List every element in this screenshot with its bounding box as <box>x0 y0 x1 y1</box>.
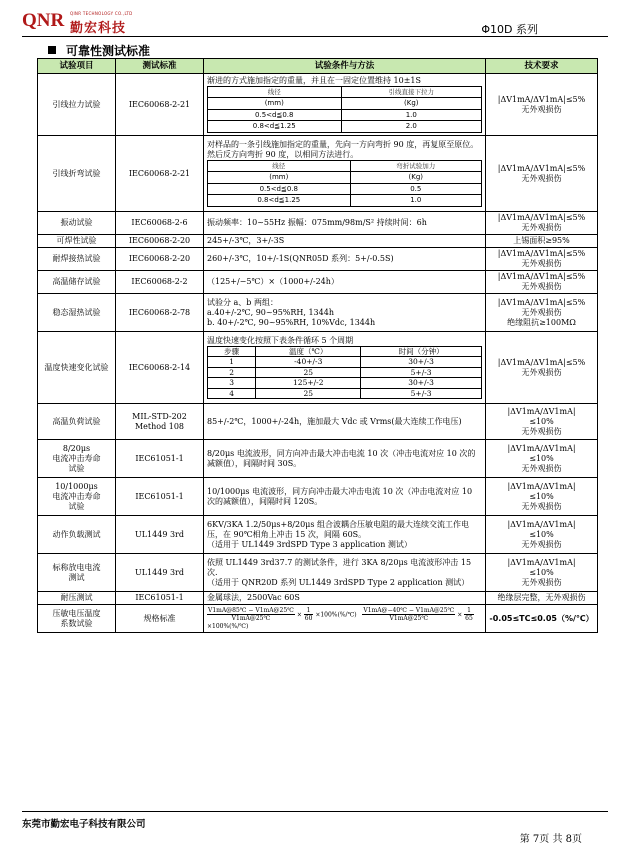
method-cell: 对样品的一条引线施加指定的重量，先向一方向弯折 90 度，再复原至原位。然后反方向弯折 90 度，以相同方法进行。 线径 弯折试验加力 (mm) (Kg) 0.5<d≦0.8 0.5 0.8<d≦1.25 1.0 <box>204 136 486 212</box>
method-cell: 依照 UL1449 3rd37.7 的测试条件，进行 3KA 8/20μs 电流波形冲击 15 次. （适用于 QNR20D 系列 UL1449 3rdSPD Type 2 application 测试） <box>204 554 486 592</box>
item-cell: 压敏电压温度 系数试验 <box>38 605 116 633</box>
requirement-cell: |ΔV1mA/ΔV1mA| ≤10% 无外观损伤 <box>486 478 598 516</box>
bullet-square-icon <box>48 46 56 54</box>
method-cell: （125+/−5℃）×（1000+/-24h） <box>204 271 486 294</box>
step-row: 4 25 5+/-3 <box>208 388 482 398</box>
standard-cell: IEC61051-1 <box>116 440 204 478</box>
method-cell: 245+/-3℃，3+/-3S <box>204 235 486 248</box>
step-row: 2 25 5+/-3 <box>208 367 482 377</box>
page-number: 第 7页 共 8页 <box>519 834 582 845</box>
table-row <box>38 136 598 212</box>
standard-cell: IEC60068-2-21 <box>116 136 204 212</box>
requirement-cell: |ΔV1mA/ΔV1mA|≤5% 无外观损伤 <box>486 271 598 294</box>
standard-cell: IEC60068-2-20 <box>116 248 204 271</box>
item-cell: 稳态湿热试验 <box>38 294 116 332</box>
table-row <box>38 592 598 605</box>
item-cell: 可焊性试验 <box>38 235 116 248</box>
standard-cell: UL1449 3rd <box>116 554 204 592</box>
formula-fraction: $\frac{V1mA@85℃ - V1mA@25℃}{V1mA@25℃}$ <box>208 606 294 623</box>
requirement-cell: |ΔV1mA/ΔV1mA|≤5% 无外观损伤 <box>486 136 598 212</box>
requirement-cell: -0.05≤TC≤0.05（%/℃） <box>486 605 598 633</box>
standard-cell: IEC60068-2-6 <box>116 212 204 235</box>
step-row: 1 -40+/-3 30+/-3 <box>208 357 482 367</box>
footer-divider <box>22 811 608 812</box>
table-row <box>38 478 598 516</box>
standard-cell: IEC61051-1 <box>116 592 204 605</box>
table-row <box>38 74 598 136</box>
method-cell: 试验分 a、b 两组： a.40+/-2℃, 90~95%RH, 1344h b. 40+/-2℃, 90~95%RH, 10%Vdc, 1344h <box>204 294 486 332</box>
force-subtable: 线径 引线直接下拉力 (mm) (Kg) 0.5<d≦0.8 1.0 0.8<d≦1.25 2.0 <box>207 86 482 133</box>
requirement-cell: |ΔV1mA/ΔV1mA|≤5% 无外观损伤 <box>486 74 598 136</box>
standard-cell: IEC60068-2-78 <box>116 294 204 332</box>
method-cell: 金属球法，2500Vac 60S <box>204 592 486 605</box>
method-cell: 6KV/3KA 1.2/50μs+8/20μs 组合波耦合压敏电阻的最大连续交流工作电压，在 90℃相角上冲击 15 次，间隔 60S。 （适用于 UL1449 3rdSPD Type 3 application 测试） <box>204 516 486 554</box>
method-cell: 8/20μs 电流波形，同方向冲击最大冲击电流 10 次（冲击电流对应 10 次的减额值），间隔时间 30S。 <box>204 440 486 478</box>
standard-cell: IEC60068-2-20 <box>116 235 204 248</box>
company-logo: QNR <box>22 10 65 31</box>
method-cell: 85+/-2℃，1000+/-24h，施加最大 Vdc 或 Vrms(最大连续工作电压) <box>204 404 486 440</box>
section-title: 可靠性测试标准 <box>48 42 150 59</box>
table-row <box>38 271 598 294</box>
table-row <box>38 248 598 271</box>
standard-cell: UL1449 3rd <box>116 516 204 554</box>
thermal-steps-table: 步骤 温度（℃） 时间（分钟） 1 -40+/-3 30+/-3 2 25 5+/-3 3 125+/-2 30+/-3 4 25 5+/-3 <box>207 346 482 399</box>
item-cell: 8/20μs 电流冲击寿命 试验 <box>38 440 116 478</box>
reliability-table <box>37 58 598 633</box>
table-row <box>38 554 598 592</box>
item-cell: 动作负载测试 <box>38 516 116 554</box>
table-row <box>38 605 598 633</box>
requirement-cell: |ΔV1mA/ΔV1mA| ≤10% 无外观损伤 <box>486 554 598 592</box>
standard-cell: IEC60068-2-21 <box>116 74 204 136</box>
table-header-row <box>38 59 598 74</box>
formula-cell: $\frac{V1mA@85℃ - V1mA@25℃}{V1mA@25℃}$ × $\frac{1}{60}$ ×100%(%/℃) $\frac{V1mA@-40℃ - V1mA@25℃}{V1mA@25℃}$ × $\frac{1}{65}$ ×100%(%/℃) <box>204 605 486 633</box>
formula-fraction: $\frac{V1mA@-40℃ - V1mA@25℃}{V1mA@25℃}$ <box>363 606 455 623</box>
item-cell: 耐焊接热试验 <box>38 248 116 271</box>
table-row <box>38 332 598 404</box>
requirement-cell: |ΔV1mA/ΔV1mA|≤5% 无外观损伤 <box>486 248 598 271</box>
method-cell: 振动频率：10~55Hz 振幅：075mm/98m/S² 持续时间：6h <box>204 212 486 235</box>
table-row <box>38 212 598 235</box>
standard-cell: MIL-STD-202 Method 108 <box>116 404 204 440</box>
requirement-cell: 上锡面积≥95% <box>486 235 598 248</box>
page-header <box>22 8 608 36</box>
table-row <box>38 516 598 554</box>
col-header-requirement: 技术要求 <box>486 59 598 74</box>
requirement-cell: |ΔV1mA/ΔV1mA| ≤10% 无外观损伤 <box>486 516 598 554</box>
item-cell: 高温储存试验 <box>38 271 116 294</box>
table-row <box>38 440 598 478</box>
requirement-cell: |ΔV1mA/ΔV1mA|≤5% 无外观损伤 绝缘阻抗≥100MΩ <box>486 294 598 332</box>
col-header-item: 试验项目 <box>38 59 116 74</box>
item-cell: 耐压测试 <box>38 592 116 605</box>
requirement-cell: |ΔV1mA/ΔV1mA| ≤10% 无外观损伤 <box>486 440 598 478</box>
requirement-cell: |ΔV1mA/ΔV1mA| ≤10% 无外观损伤 <box>486 404 598 440</box>
step-row: 3 125+/-2 30+/-3 <box>208 378 482 388</box>
standard-cell: IEC60068-2-14 <box>116 332 204 404</box>
item-cell: 温度快速变化试验 <box>38 332 116 404</box>
logo-subtitle: QINR TECHNOLOGY CO.,LTD <box>70 11 133 16</box>
series-label: Φ10D 系列 <box>481 23 538 36</box>
item-cell: 高温负荷试验 <box>38 404 116 440</box>
requirement-cell: 绝缘层完整，无外观损伤 <box>486 592 598 605</box>
method-cell: 260+/-3℃，10+/-1S(QNR05D 系列：5+/-0.5S) <box>204 248 486 271</box>
item-cell: 振动试验 <box>38 212 116 235</box>
standard-cell: IEC60068-2-2 <box>116 271 204 294</box>
logo-chinese: 勤宏科技 <box>70 21 127 36</box>
item-cell: 标称放电电流 测试 <box>38 554 116 592</box>
method-cell: 渐进的方式施加指定的重量，并且在一固定位置维持 10±1S 线径 引线直接下拉力 (mm) (Kg) 0.5<d≦0.8 1.0 0.8<d≦1.25 2.0 <box>204 74 486 136</box>
table-row <box>38 294 598 332</box>
header-divider <box>22 36 608 37</box>
item-cell: 10/1000μs 电流冲击寿命 试验 <box>38 478 116 516</box>
method-cell: 温度快速变化按照下表条件循环 5 个周期 步骤 温度（℃） 时间（分钟） 1 -40+/-3 30+/-3 2 25 5+/-3 3 125+/-2 30+/-3 4 25 5+/-3 <box>204 332 486 404</box>
table-row <box>38 404 598 440</box>
force-subtable: 线径 弯折试验加力 (mm) (Kg) 0.5<d≦0.8 0.5 0.8<d≦1.25 1.0 <box>207 160 482 207</box>
item-cell: 引线拉力试验 <box>38 74 116 136</box>
company-name: 东莞市勤宏电子科技有限公司 <box>22 819 146 830</box>
standard-cell: IEC61051-1 <box>116 478 204 516</box>
col-header-method: 试验条件与方法 <box>204 59 486 74</box>
item-cell: 引线折弯试验 <box>38 136 116 212</box>
col-header-standard: 测试标准 <box>116 59 204 74</box>
method-cell: 10/1000μs 电流波形，同方向冲击最大冲击电流 10 次（冲击电流对应 10 次的减额值），间隔时间 120S。 <box>204 478 486 516</box>
requirement-cell: |ΔV1mA/ΔV1mA|≤5% 无外观损伤 <box>486 212 598 235</box>
table-row <box>38 235 598 248</box>
requirement-cell: |ΔV1mA/ΔV1mA|≤5% 无外观损伤 <box>486 332 598 404</box>
standard-cell: 规格标准 <box>116 605 204 633</box>
